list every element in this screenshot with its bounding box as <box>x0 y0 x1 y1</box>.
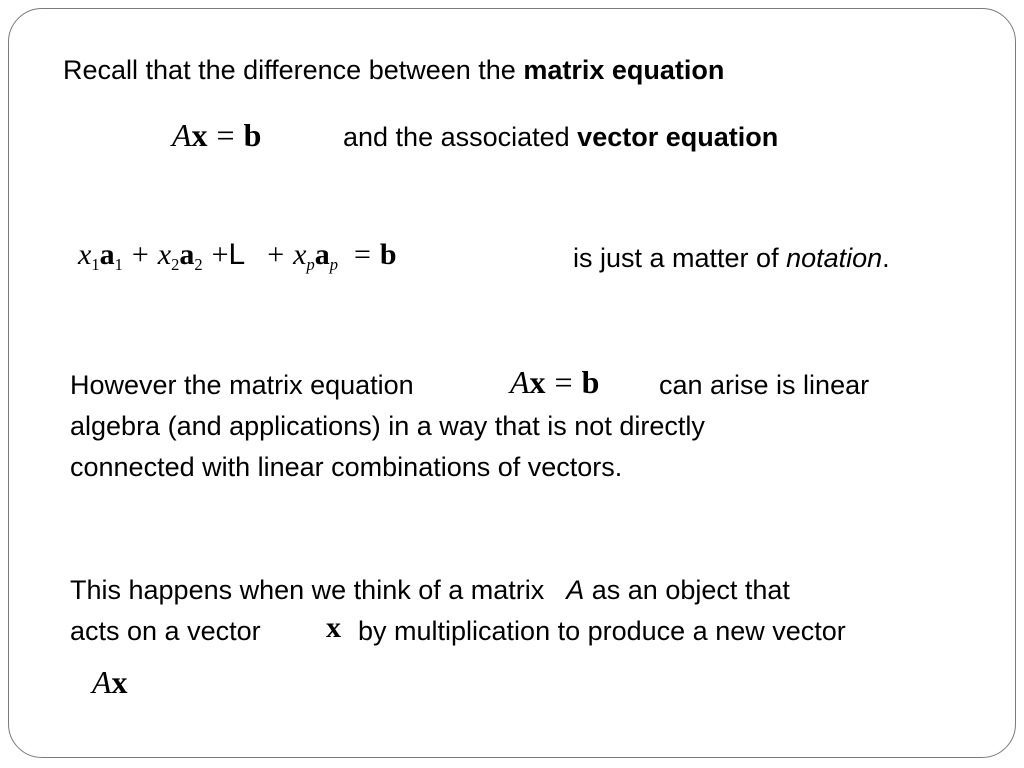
math-eq: = <box>554 364 573 400</box>
para2-line2: algebra (and applications) in a way that is not directly <box>70 411 705 441</box>
sub-2: 2 <box>194 254 203 274</box>
plus-op: + <box>211 238 229 271</box>
intro-text: Recall that the difference between the <box>63 55 524 85</box>
para3-vector-x: x <box>326 611 341 644</box>
sub-1: 1 <box>91 254 100 274</box>
notation-text: is just a matter of <box>573 243 787 273</box>
math-b: b <box>243 117 262 153</box>
para3-line1-rest: as an object that <box>584 575 790 605</box>
plus-op: + <box>267 238 285 271</box>
math-x: x <box>111 664 128 700</box>
sub-2: 2 <box>171 254 180 274</box>
para3-line2-left <box>70 616 261 647</box>
a2-vec: a <box>179 238 195 271</box>
math-A: A <box>172 117 192 153</box>
para3-line2-right <box>358 616 846 647</box>
para2-line3: connected with linear combinations of vectors. <box>70 452 623 482</box>
sub-p: p <box>329 254 338 274</box>
math-eq: = <box>216 117 235 153</box>
notation-period: . <box>882 243 890 273</box>
intro-line <box>63 55 724 86</box>
sub-p: p <box>306 254 315 274</box>
x1-var: x <box>78 238 92 271</box>
matrix-equation-term: matrix equation <box>523 55 725 85</box>
para3-line1 <box>70 575 790 606</box>
para3-line2-text: acts on a vector <box>70 616 261 646</box>
ap-vec: a <box>314 238 330 271</box>
x2-var: x <box>157 238 172 271</box>
math-x: x <box>191 117 208 153</box>
vector-equation-display <box>78 238 397 275</box>
para3-matrix-var: A <box>566 575 585 605</box>
ellipsis-glyph: L <box>228 238 246 271</box>
a1-vec: a <box>99 238 115 271</box>
math-b: b <box>581 364 600 400</box>
math-A: A <box>510 364 530 400</box>
para2-line1-right <box>659 370 869 401</box>
notation-term: notation <box>786 243 883 273</box>
result-vector-Ax <box>92 664 128 701</box>
math-b: b <box>379 238 397 271</box>
sub-1: 1 <box>114 254 123 274</box>
math-A: A <box>92 664 112 700</box>
para2-after-eq: can arise is linear <box>659 370 870 400</box>
vector-equation-term: vector equation <box>577 122 779 152</box>
xp-var: x <box>293 238 307 271</box>
para2-line1-left <box>70 370 414 401</box>
math-x: x <box>529 364 546 400</box>
matrix-equation-display <box>172 117 261 154</box>
para3-line1-text: This happens when we think of a matrix <box>70 575 545 605</box>
para2-before-eq: However the matrix equation <box>70 370 414 400</box>
para3-line2-rest: by multiplication to produce a new vector <box>358 616 846 646</box>
associated-line <box>343 122 778 153</box>
plus-op: + <box>131 238 149 271</box>
math-eq: = <box>353 238 371 271</box>
associated-text: and the associated <box>343 122 578 152</box>
notation-line <box>573 243 890 274</box>
para2-inline-equation <box>510 364 599 401</box>
